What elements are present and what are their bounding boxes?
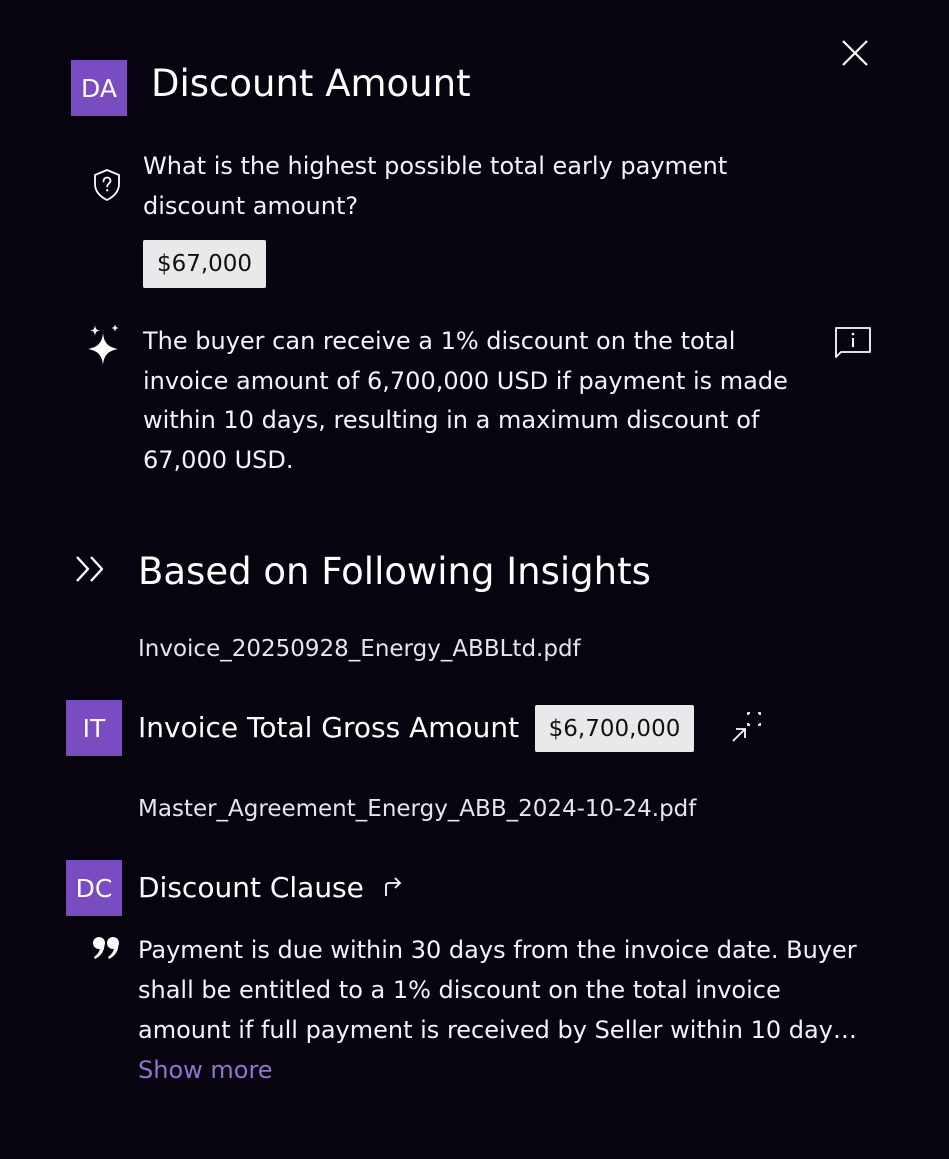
quote-icon [92,935,122,961]
document-filename[interactable]: Invoice_20250928_Energy_ABBLtd.pdf [138,636,581,662]
double-chevron-right-icon [72,554,108,584]
avatar-discount-amount: DA [71,60,127,116]
explanation-text: The buyer can receive a 1% discount on the total invoice amount of 6,700,000 USD if payment is made within 10 days, resulting in a maximum discount of 67,000 USD. [143,327,788,474]
page-title: Discount Amount [151,62,471,105]
share-button[interactable] [380,874,406,900]
clause-quote: Payment is due within 30 days from the invoice date. Buyer shall be entitled to a 1% discount on the total invoice amount if full payment is received by Seller within 10 days [138,936,857,1044]
document-filename[interactable]: Master_Agreement_Energy_ABB_2024-10-24.pdf [138,796,697,822]
insights-heading: Based on Following Insights [138,550,651,593]
info-comment-icon [833,325,873,359]
sparkle-icon [86,323,124,365]
collapse-arrows-icon [728,711,764,745]
close-button[interactable] [836,34,874,72]
avatar-discount-clause: DC [66,860,122,916]
insight-label: Discount Clause [138,871,364,904]
close-icon [841,39,869,67]
share-arrow-icon [382,876,404,898]
insights-toggle[interactable] [70,552,110,586]
show-more-link[interactable]: Show more [138,1056,273,1084]
info-button[interactable] [832,324,874,360]
answer-badge: $67,000 [143,240,266,288]
insight-label: Invoice Total Gross Amount [138,711,520,744]
insight-value-badge: $6,700,000 [535,705,694,752]
avatar-invoice-total: IT [66,700,122,756]
collapse-button[interactable] [726,710,766,746]
question-text: What is the highest possible total early payment discount amount? [143,152,728,220]
shield-question-icon [92,168,122,202]
